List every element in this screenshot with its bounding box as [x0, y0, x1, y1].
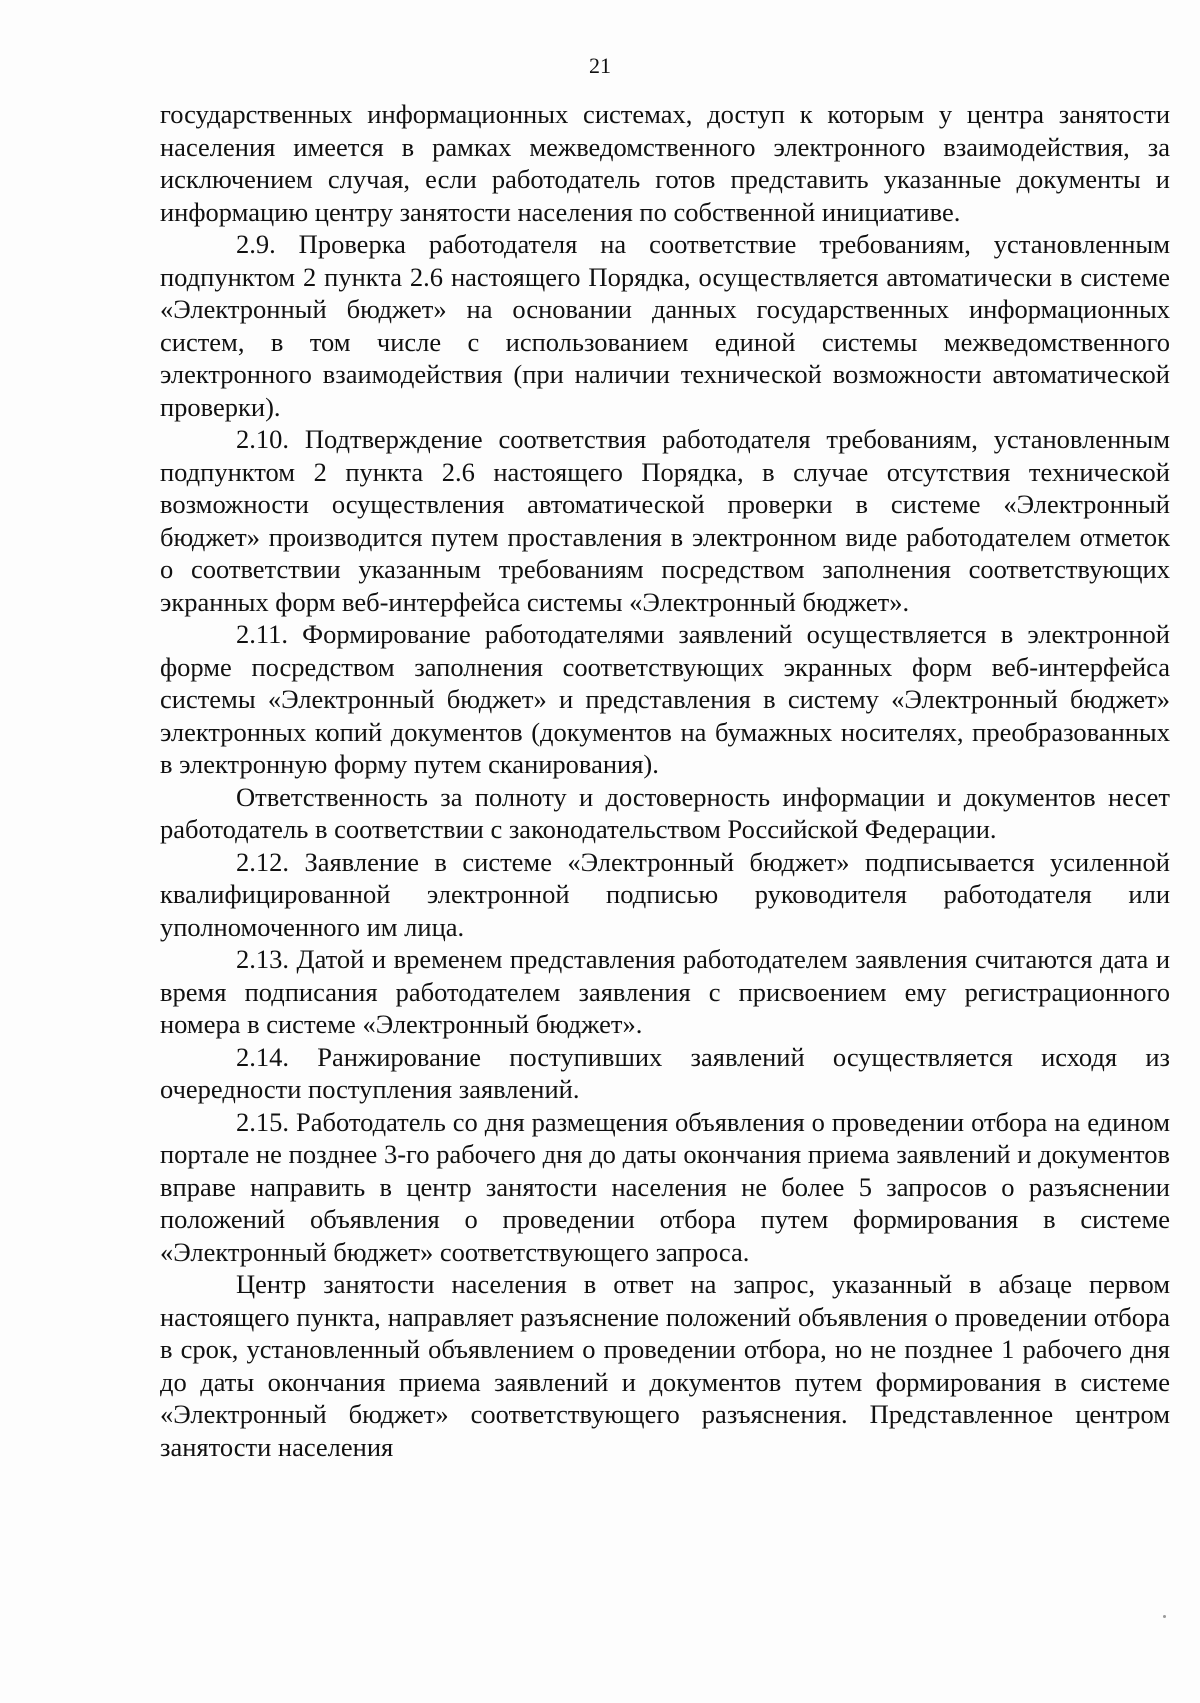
paragraph-2-12: 2.12. Заявление в системе «Электронный бюджет» подписывается усиленной квалифицированной электронной подписью руководителя работодателя или уполномоченного им лица. — [160, 846, 1170, 942]
paragraph-employment-center-reply: Центр занятости населения в ответ на запрос, указанный в абзаце первом настоящего пункта, направляет разъяснение положений объявления о проведении отбора в срок, установленный объявлением о проведении отбора, но не позднее 1 рабочего дня до даты окончания приема заявлений и документов путем формирования в системе «Электронный бюджет» соответствующего разъяснения. Представленное центром занятости населения — [160, 1269, 1170, 1462]
paragraph-2-10: 2.10. Подтверждение соответствия работодателя требованиям, установленным подпунктом 2 пункта 2.6 настоящего Порядка, в случае отсутствия технической возможности осуществления автоматической проверки в системе «Электронный бюджет» производится путем проставления в электронном виде работодателем отметок о соответствии указанным требованиям посредством заполнения соответствующих экранных форм веб-интерфейса системы «Электронный бюджет». — [160, 424, 1170, 617]
paragraph-2-13: 2.13. Датой и временем представления работодателем заявления считаются дата и время подписания работодателем заявления с присвоением ему регистрационного номера в системе «Электронный бюджет». — [160, 944, 1170, 1039]
paragraph-2-9: 2.9. Проверка работодателя на соответствие требованиям, установленным подпунктом 2 пункта 2.6 настоящего Порядка, осуществляется автоматически в системе «Электронный бюджет» на основании данных государственных информационных систем, в том числе с использованием единой системы межведомственного электронного взаимодействия (при наличии технической возможности автоматической проверки). — [160, 229, 1170, 422]
paragraph-2-11: 2.11. Формирование работодателями заявлений осуществляется в электронной форме посредством заполнения соответствующих экранных форм веб-интерфейса системы «Электронный бюджет» и представления в систему «Электронный бюджет» электронных копий документов (документов на бумажных носителях, преобразованных в электронную форму путем сканирования). — [160, 619, 1170, 779]
paragraph-2-14: 2.14. Ранжирование поступивших заявлений осуществляется исходя из очередности поступления заявлений. — [160, 1041, 1170, 1104]
page-number: 21 — [589, 53, 611, 78]
paragraph-continuation: государственных информационных системах, доступ к которым у центра занятости населения имеется в рамках межведомственного электронного взаимодействия, за исключением случая, если работодатель готов представить указанные документы и информацию центру занятости населения по собственной инициативе. — [160, 99, 1170, 227]
scan-artifact-dot — [1163, 1615, 1166, 1618]
document-body — [160, 98, 1170, 1463]
paragraph-responsibility: Ответственность за полноту и достоверность информации и документов несет работодатель в соответствии с законодательством Российской Федерации. — [160, 781, 1170, 844]
paragraph-2-15: 2.15. Работодатель со дня размещения объявления о проведении отбора на едином портале не позднее 3-го рабочего дня до даты окончания приема заявлений и документов вправе направить в центр занятости населения не более 5 запросов о разъяснении положений объявления о проведении отбора путем формирования в системе «Электронный бюджет» соответствующего запроса. — [160, 1106, 1170, 1267]
